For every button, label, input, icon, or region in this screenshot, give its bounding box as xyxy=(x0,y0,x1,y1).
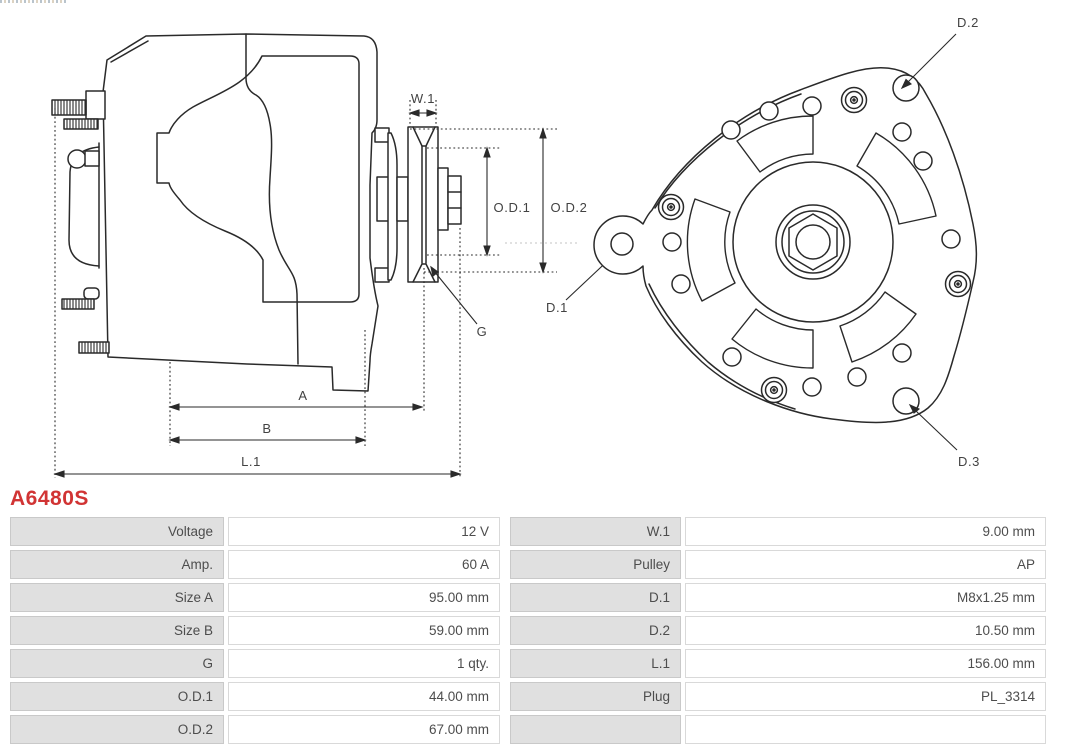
mount-hole-d1 xyxy=(611,233,633,255)
spec-table xyxy=(10,517,1046,744)
rear-terminal-knob xyxy=(68,150,86,168)
spec-value: 10.50 mm xyxy=(685,616,1046,645)
spec-label: O.D.2 xyxy=(10,715,224,744)
dim-label-od2: O.D.2 xyxy=(550,200,588,215)
spec-label: D.1 xyxy=(510,583,681,612)
spec-label: G xyxy=(10,649,224,678)
spec-label: W.1 xyxy=(510,517,681,546)
spec-value: 60 A xyxy=(228,550,500,579)
spec-value xyxy=(685,715,1046,744)
spec-label: Amp. xyxy=(10,550,224,579)
dim-label-b: B xyxy=(262,421,272,436)
side-view-drawing xyxy=(52,34,461,391)
spec-label: Pulley xyxy=(510,550,681,579)
spec-value: M8x1.25 mm xyxy=(685,583,1046,612)
housing-outline xyxy=(103,34,378,391)
dim-label-d2: D.2 xyxy=(956,15,980,30)
spec-value: 44.00 mm xyxy=(228,682,500,711)
spec-label: Size B xyxy=(10,616,224,645)
spec-value: 1 qty. xyxy=(228,649,500,678)
spec-value: AP xyxy=(685,550,1046,579)
dim-label-w1: W.1 xyxy=(410,91,436,106)
dim-label-g: G xyxy=(476,324,488,339)
pulley xyxy=(408,127,438,282)
spec-label: D.2 xyxy=(510,616,681,645)
dim-label-od1: O.D.1 xyxy=(493,200,531,215)
spec-label: L.1 xyxy=(510,649,681,678)
spec-value: 12 V xyxy=(228,517,500,546)
spec-label: O.D.1 xyxy=(10,682,224,711)
dim-label-d3: D.3 xyxy=(957,454,981,469)
shaft-nut xyxy=(438,168,461,230)
spec-label: Size A xyxy=(10,583,224,612)
dim-label-a: A xyxy=(298,388,308,403)
dim-label-d1: D.1 xyxy=(545,300,569,315)
mounting-studs xyxy=(52,91,109,353)
shaft-nut-front xyxy=(733,162,893,322)
spec-value: 59.00 mm xyxy=(228,616,500,645)
spec-table-right-columns xyxy=(510,517,1046,744)
spec-value: 95.00 mm xyxy=(228,583,500,612)
part-number: A6480S xyxy=(10,487,89,510)
spec-value: 156.00 mm xyxy=(685,649,1046,678)
spec-value: 67.00 mm xyxy=(228,715,500,744)
spec-value: PL_3314 xyxy=(685,682,1046,711)
spec-table-left-columns xyxy=(10,517,500,744)
dim-label-l1: L.1 xyxy=(241,454,261,469)
spec-value: 9.00 mm xyxy=(685,517,1046,546)
fan-disc xyxy=(388,133,397,280)
rear-view-drawing xyxy=(594,68,976,423)
spec-label: Voltage xyxy=(10,517,224,546)
spec-label: Plug xyxy=(510,682,681,711)
spec-label xyxy=(510,715,681,744)
